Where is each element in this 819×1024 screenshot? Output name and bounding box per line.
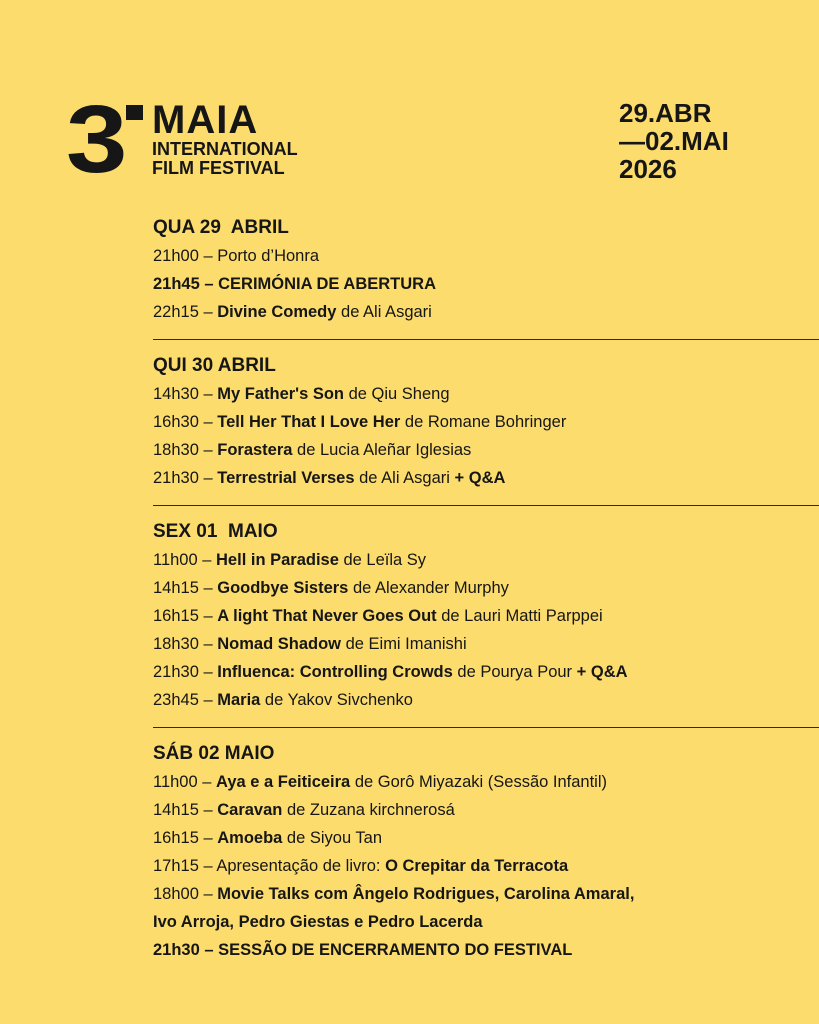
item-text: 18h00 – <box>153 885 218 903</box>
item-highlight: Ivo Arroja, Pedro Giestas e Pedro Lacerda <box>153 913 483 931</box>
schedule-item <box>153 824 819 852</box>
item-highlight: Movie Talks com Ângelo Rodrigues, Carolina Amaral, <box>217 885 635 903</box>
item-text: de Qiu Sheng <box>344 385 450 403</box>
schedule-item <box>153 658 819 686</box>
item-text: 11h00 – <box>153 773 217 791</box>
day-section <box>153 352 819 492</box>
item-highlight: My Father's Son <box>217 385 345 403</box>
schedule-item <box>153 298 819 326</box>
day-section <box>153 740 819 964</box>
item-highlight: Maria <box>217 691 261 709</box>
item-highlight: Nomad Shadow <box>217 635 341 653</box>
schedule-item <box>153 630 819 658</box>
schedule-item <box>153 546 819 574</box>
item-text: de Lucia Aleñar Iglesias <box>292 441 472 459</box>
day-heading: SÁB 02 MAIO <box>153 743 275 764</box>
item-highlight: Tell Her That I Love Her <box>217 413 401 431</box>
item-text: 16h15 – <box>153 829 218 847</box>
item-text: 21h00 – Porto d’Honra <box>153 247 320 265</box>
item-text: 22h15 – <box>153 303 218 321</box>
item-text: de Zuzana kirchnerosá <box>282 801 455 819</box>
item-text: de Romane Bohringer <box>400 413 567 431</box>
item-text: de Gorô Miyazaki (Sessão Infantil) <box>350 773 608 791</box>
day-heading: QUA 29 ABRIL <box>153 217 289 238</box>
schedule-item <box>153 686 819 714</box>
item-text: 18h30 – <box>153 441 218 459</box>
item-text: 21h30 – <box>153 663 218 681</box>
item-text: de Eimi Imanishi <box>341 635 467 653</box>
schedule-item <box>153 574 819 602</box>
schedule-item <box>153 796 819 824</box>
item-text: 11h00 – <box>153 551 217 569</box>
year: 2026 <box>619 154 677 184</box>
item-highlight: Influenca: Controlling Crowds <box>217 663 453 681</box>
schedule-item <box>153 380 819 408</box>
item-text: 14h30 – <box>153 385 218 403</box>
item-highlight: Amoeba <box>217 829 283 847</box>
item-text: de Leïla Sy <box>338 551 427 569</box>
item-text: de Lauri Matti Parppei <box>436 607 603 625</box>
item-highlight: A light That Never Goes Out <box>217 607 437 625</box>
festival-name: MAIA <box>152 98 259 142</box>
item-text: 16h15 – <box>153 607 218 625</box>
subtitle-line-2: FILM FESTIVAL <box>152 158 285 178</box>
schedule-item <box>153 852 819 880</box>
item-highlight: Aya e a Feiticeira <box>216 773 351 791</box>
item-text: 23h45 – <box>153 691 218 709</box>
item-text: de Yakov Sivchenko <box>260 691 413 709</box>
schedule-item <box>153 880 819 908</box>
item-highlight: 21h45 – CERIMÓNIA DE ABERTURA <box>153 275 436 293</box>
schedule-item <box>153 242 819 270</box>
day-divider <box>153 339 819 340</box>
schedule-item <box>153 908 819 936</box>
schedule-item <box>153 602 819 630</box>
day-section <box>153 214 819 326</box>
item-text: de Ali Asgari <box>336 303 432 321</box>
day-heading: SEX 01 MAIO <box>153 521 278 542</box>
item-text: de Alexander Murphy <box>348 579 509 597</box>
item-highlight: Divine Comedy <box>217 303 337 321</box>
festival-subtitle <box>152 140 298 178</box>
schedule-item <box>153 768 819 796</box>
item-text: 14h15 – <box>153 801 218 819</box>
festival-dates <box>619 99 729 183</box>
programme <box>153 214 819 977</box>
item-text: 16h30 – <box>153 413 218 431</box>
day-divider <box>153 505 819 506</box>
item-highlight: + Q&A <box>454 469 506 487</box>
item-text: 14h15 – <box>153 579 218 597</box>
schedule-item <box>153 270 819 298</box>
end-date: —02.MAI <box>619 126 729 156</box>
subtitle-line-1: INTERNATIONAL <box>152 139 298 159</box>
item-text: de Siyou Tan <box>282 829 383 847</box>
edition-number: 3 <box>66 86 123 193</box>
item-highlight: Terrestrial Verses <box>217 469 355 487</box>
item-text: de Pourya Pour <box>452 663 577 681</box>
day-divider <box>153 727 819 728</box>
day-section <box>153 518 819 714</box>
day-heading: QUI 30 ABRIL <box>153 355 276 376</box>
item-highlight: Goodbye Sisters <box>217 579 349 597</box>
item-highlight: Forastera <box>217 441 293 459</box>
item-text: 17h15 – Apresentação de livro: <box>153 857 386 875</box>
item-highlight: Caravan <box>217 801 283 819</box>
item-highlight: Hell in Paradise <box>216 551 339 569</box>
item-text: 21h30 – <box>153 469 218 487</box>
schedule-item <box>153 408 819 436</box>
item-text: 18h30 – <box>153 635 218 653</box>
item-highlight: + Q&A <box>576 663 628 681</box>
schedule-item <box>153 464 819 492</box>
item-text: de Ali Asgari <box>354 469 455 487</box>
item-highlight: O Crepitar da Terracota <box>385 857 569 875</box>
ordinal-mark <box>126 105 143 120</box>
schedule-item <box>153 436 819 464</box>
start-date: 29.ABR <box>619 98 712 128</box>
schedule-item <box>153 936 819 964</box>
item-highlight: 21h30 – SESSÃO DE ENCERRAMENTO DO FESTIVAL <box>153 941 573 959</box>
